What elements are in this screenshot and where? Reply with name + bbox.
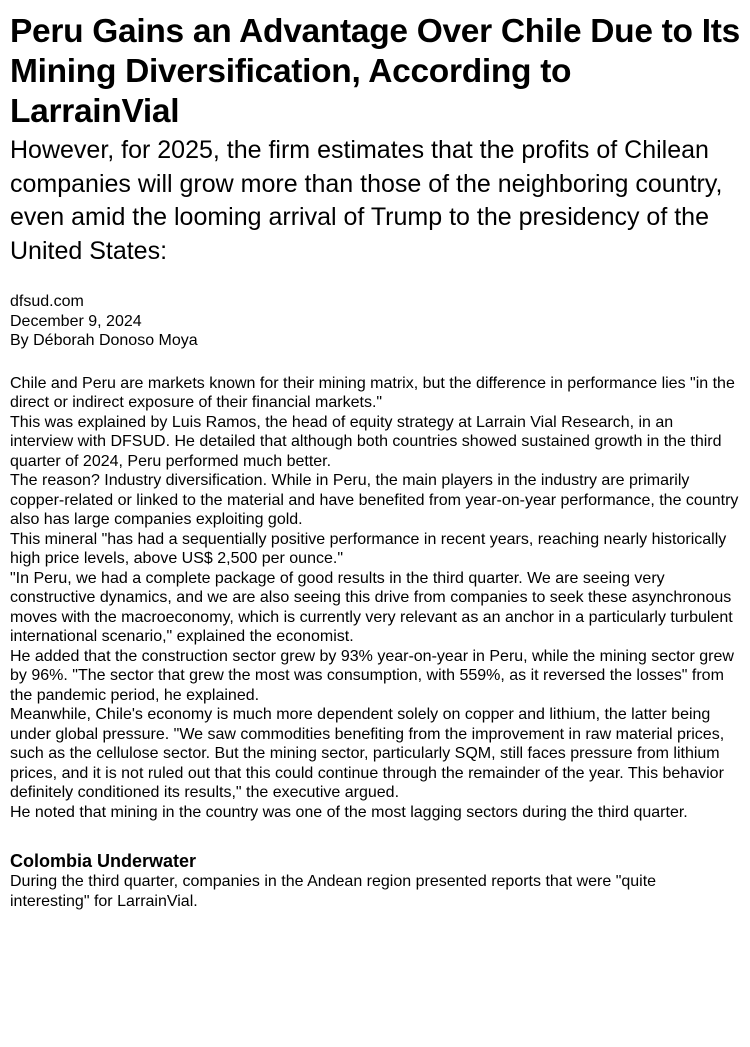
paragraph: He added that the construction sector grew by 93% year-on-year in Peru, while the mining sector grew by 96%. "The sector that grew the most was consumption, with 559%, as it reversed the losses" from the pandemic period, he explained.: [10, 647, 734, 704]
byline: By Déborah Donoso Moya: [10, 332, 198, 349]
section-heading: Colombia Underwater: [10, 851, 197, 871]
headline: Peru Gains an Advantage Over Chile Due to Its Mining Diversification, According to LarrainVial: [10, 13, 740, 130]
subheadline: However, for 2025, the firm estimates that the profits of Chilean companies will grow more than those of the neighboring country, even amid the looming arrival of Trump to the presidency of the United States:: [10, 136, 723, 265]
source: dfsud.com: [10, 293, 84, 310]
paragraph: Chile and Peru are markets known for their mining matrix, but the difference in performance lies "in the direct or indirect exposure of their financial markets.": [10, 374, 735, 411]
paragraph: He noted that mining in the country was one of the most lagging sectors during the third quarter.: [10, 803, 688, 821]
article-body: [10, 374, 740, 823]
article-meta: [10, 292, 740, 351]
paragraph: Meanwhile, Chile's economy is much more dependent solely on copper and lithium, the latter being under global pressure. "We saw commodities benefiting from the improvement in raw material prices, such as the cellulose sector. But the mining sector, particularly SQM, still faces pressure from lithium prices, and it is not ruled out that this could continue through the remainder of the year. This behavior definitely conditioned its results," the executive argued.: [10, 706, 725, 801]
paragraph: During the third quarter, companies in the Andean region presented reports that were "quite interesting" for LarrainVial.: [10, 873, 657, 910]
section-body: [10, 872, 740, 911]
paragraph: The reason? Industry diversification. While in Peru, the main players in the industry are primarily copper-related or linked to the material and have benefited from year-on-year performance, the country also has large companies exploiting gold.: [10, 472, 739, 528]
paragraph: "In Peru, we had a complete package of good results in the third quarter. We are seeing very constructive dynamics, and we are also seeing this drive from companies to seek these asynchronous moves with the macroeconomy, which is currently very relevant as an anchor in a particularly turbulent international scenario," explained the economist.: [10, 569, 733, 645]
paragraph: This mineral "has had a sequentially positive performance in recent years, reaching nearly historically high price levels, above US$ 2,500 per ounce.": [10, 530, 727, 567]
publish-date: December 9, 2024: [10, 312, 142, 330]
paragraph: This was explained by Luis Ramos, the head of equity strategy at Larrain Vial Research, in an interview with DFSUD. He detailed that although both countries showed sustained growth in the third quarter of 2024, Peru performed much better.: [10, 413, 722, 470]
